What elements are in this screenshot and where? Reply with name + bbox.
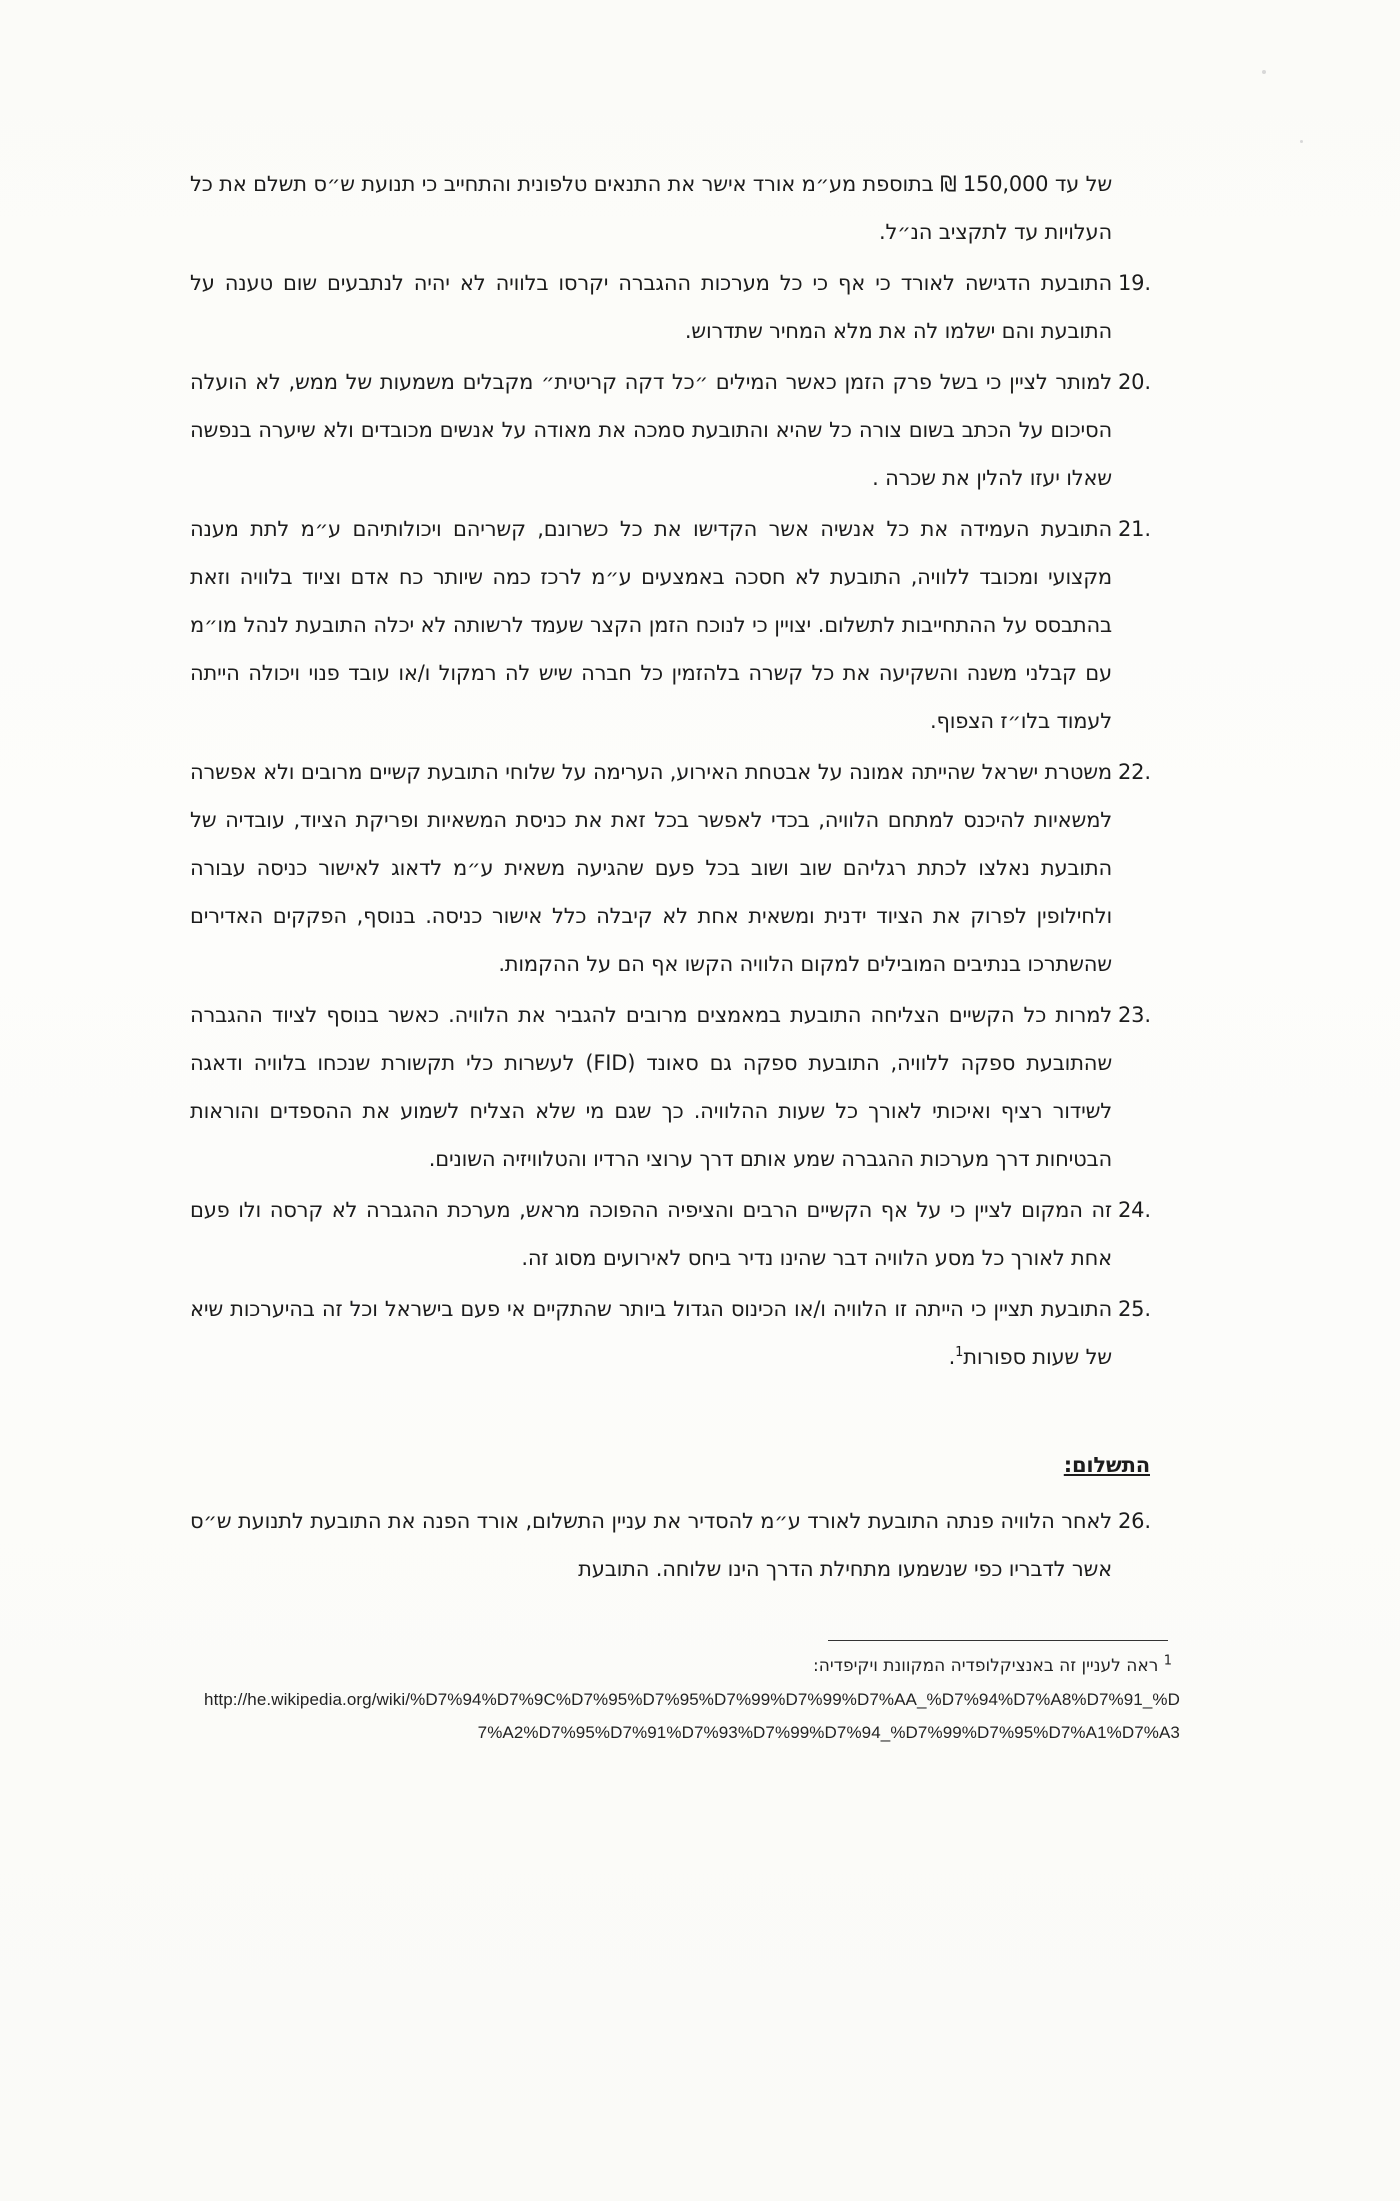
paragraph-24	[190, 1186, 1150, 1282]
paragraph-text: התובעת תציין כי הייתה זו הלוויה ו/או הכינוס הגדול ביותר שהתקיים אי פעם בישראל וכל זה בהיערכות שיא של שעות ספורות	[190, 1297, 1112, 1369]
paragraph-number: 21.	[1118, 517, 1151, 541]
paragraph-text: התובעת הדגישה לאורד כי אף כי כל מערכות ההגברה יקרסו בלוויה לא יהיה לנתבעים שום טענה על התובעת והם ישלמו לה את מלא המחיר שתדרוש.	[190, 271, 1112, 343]
footnote-reference[interactable]: 1	[955, 1345, 964, 1360]
paragraph-text: למותר לציין כי בשל פרק הזמן כאשר המילים ״כל דקה קריטית״ מקבלים משמעות של ממש, לא הועלה הסיכום על הכתב בשום צורה כל שהיא והתובעת סמכה את מאודה על אנשים מכובדים ולא שיערה בנפשה שאלו יעזו להלין את שכרה .	[190, 370, 1112, 490]
paragraph-number: 24.	[1118, 1198, 1151, 1222]
paragraph-text: משטרת ישראל שהייתה אמונה על אבטחת האירוע, הערימה על שלוחי התובעת קשיים מרובים ולא אפשרה למשאיות להיכנס למתחם הלוויה, בכדי לאפשר בכל זאת את כניסת המשאיות ופריקת הציוד, עובדיה של התובעת נאלצו לכתת רגליהם שוב ושוב בכל פעם שהגיעה משאית ע״מ לדאוג לאישור כניסה עבורה ולחילופין לפרוק את הציוד ידנית ומשאית אחת לא קיבלה כלל אישור כניסה. בנוסף, הפקקים האדירים שהשתרכו בנתיבים המובילים למקום הלוויה הקשו אף הם על ההקמות.	[190, 760, 1112, 976]
footnote	[190, 1650, 1180, 1749]
paragraph-number: 23.	[1118, 1003, 1151, 1027]
paragraph-20	[190, 358, 1150, 502]
paragraph-text: התובעת העמידה את כל אנשיה אשר הקדישו את כל כשרונם, קשריהם ויכולותיהם ע״מ לתת מענה מקצועי ומכובד ללוויה, התובעת לא חסכה באמצעים ע״מ לרכז כמה שיותר כח אדם וציוד בלוויה וזאת בהתבסס על ההתחייבות לתשלום. יצויין כי לנוכח הזמן הקצר שעמד לרשותה לא יכלה התובעת לנהל מו״מ עם קבלני משנה והשקיעה את כל קשרה בלהזמין כל חברה שיש לה רמקול ו/או עובד פנוי ויכולה הייתה לעמוד בלו״ז הצפוף.	[190, 517, 1112, 733]
paragraph-continuation	[190, 160, 1150, 256]
scan-speck	[1262, 70, 1266, 74]
paragraph-number: 19.	[1118, 271, 1151, 295]
paragraph-text: זה המקום לציין כי על אף הקשיים הרבים והציפיה ההפוכה מראש, מערכת ההגברה לא קרסה ולו פעם אחת לאורך כל מסע הלוויה דבר שהינו נדיר ביחס לאירועים מסוג זה.	[190, 1198, 1112, 1270]
footnote-marker: 1	[1163, 1653, 1172, 1669]
paragraph-text: למרות כל הקשיים הצליחה התובעת במאמצים מרובים להגביר את הלוויה. כאשר בנוסף לציוד ההגברה שהתובעת ספקה ללוויה, התובעת ספקה גם סאונד (FID) לעשרות כלי תקשורת שנכחו בלוויה ודאגה לשידור רציף ואיכותי לאורך כל שעות ההלוויה. כך שגם מי שלא הצליח לשמוע את ההספדים והוראות הבטיחות דרך מערכות ההגברה שמע אותם דרך ערוצי הרדיו והטלוויזיה השונים.	[190, 1003, 1112, 1171]
paragraph-text: של עד 150,000 ₪ בתוספת מע״מ אורד אישר את התנאים טלפונית והתחייב כי תנועת ש״ס תשלם את כל העלויות עד לתקציב הנ״ל.	[190, 172, 1112, 244]
paragraph-number: 26.	[1118, 1509, 1151, 1533]
paragraph-25: 25. התובעת תציין כי הייתה זו הלוויה ו/או הכינוס הגדול ביותר שהתקיים אי פעם בישראל וכל זה בהיערכות שיא של שעות ספורות$^1$.	[190, 1285, 1150, 1381]
footnote-link[interactable]: http://he.wikipedia.org/wiki/%D7%94%D7%9C%D7%95%D7%95%D7%99%D7%99%D7%AA_%D7%94%D7%A8%D7%91_%D7%A2%D7%95%D7%91%D7%93%D7%99%D7%94_%D7%99%D7%95%D7%A1%D7%A3	[204, 1690, 1180, 1742]
paragraph-text: לאחר הלוויה פנתה התובעת לאורד ע״מ להסדיר את עניין התשלום, אורד הפנה את התובעת לתנועת ש״ס אשר לדבריו כפי שנשמעו מתחילת הדרך הינו שלוחה. התובעת	[190, 1509, 1112, 1581]
footnote-divider	[828, 1640, 1168, 1641]
paragraph-number: 22.	[1118, 760, 1151, 784]
paragraph-26	[190, 1497, 1150, 1593]
paragraph-number: 20.	[1118, 370, 1151, 394]
footnote-label: ראה לעניין זה באנציקלופדיה המקוונת ויקיפדיה:	[813, 1656, 1159, 1676]
paragraph-19	[190, 259, 1150, 355]
paragraph-number: 25.	[1118, 1297, 1151, 1321]
paragraph-22	[190, 748, 1150, 988]
scan-speck	[1300, 140, 1303, 143]
paragraph-23	[190, 991, 1150, 1183]
footnote-label-line	[190, 1650, 1180, 1683]
section-title-payment: התשלום:	[1063, 1453, 1150, 1477]
document-body	[190, 160, 1150, 1596]
paragraph-21	[190, 505, 1150, 745]
